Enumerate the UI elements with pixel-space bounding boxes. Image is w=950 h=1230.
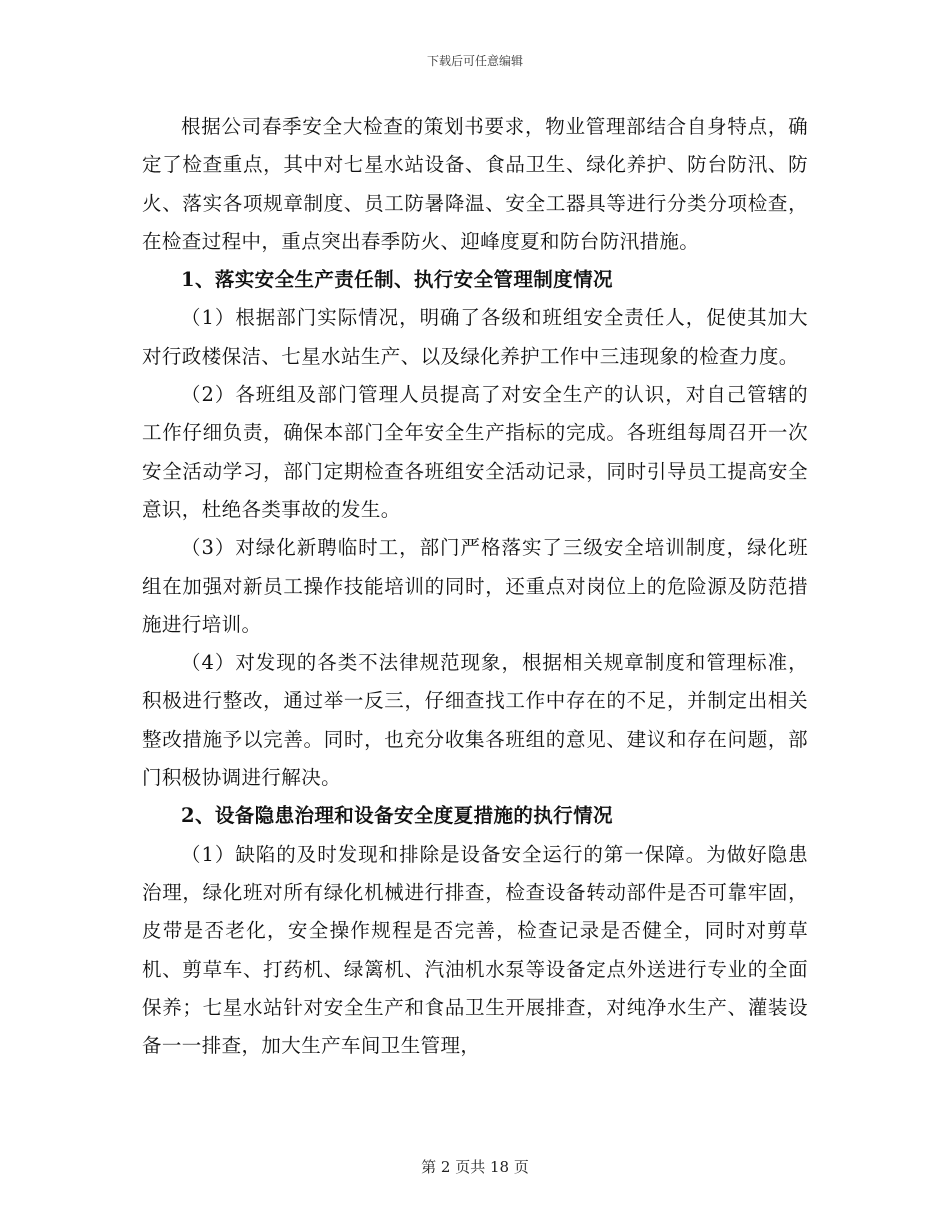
section-2-heading: 2、设备隐患治理和设备安全度夏措施的执行情况: [181, 804, 613, 828]
section-1-item-3: （3）对绿化新聘临时工，部门严格落实了三级安全培训制度，绿化班组在加强对新员工操作技能培训的同时，还重点对岗位上的危险源及防范措施进行培训。: [142, 536, 808, 636]
page-header: 下载后可任意编辑: [426, 54, 523, 68]
section-1-item-4: （4）对发现的各类不法律规范现象，根据相关规章制度和管理标准，积极进行整改，通过举一反三，仔细查找工作中存在的不足，并制定出相关整改措施予以完善。同时，也充分收集各班组的意见、建议和存在问题，部门积极协调进行解决。: [142, 651, 808, 790]
section-2-item-1: （1）缺陷的及时发现和排除是设备安全运行的第一保障。为做好隐患治理，绿化班对所有绿化机械进行排查，检查设备转动部件是否可靠牢固，皮带是否老化，安全操作规程是否完善，检查记录是否健全，同时对剪草机、剪草车、打药机、绿篱机、汽油机水泵等设备定点外送进行专业的全面保养；七星水站针对安全生产和食品卫生开展排查，对纯净水生产、灌装设备一一排查，加大生产车间卫生管理，: [142, 842, 808, 1058]
section-1-heading: 1、落实安全生产责任制、执行安全管理制度情况: [181, 268, 613, 292]
section-1-item-2: （2）各班组及部门管理人员提高了对安全生产的认识，对自己管辖的工作仔细负责，确保本部门全年安全生产指标的完成。各班组每周召开一次安全活动学习，部门定期检查各班组安全活动记录，同时引导员工提高安全意识，杜绝各类事故的发生。: [142, 383, 808, 521]
section-1-item-1: （1）根据部门实际情况，明确了各级和班组安全责任人，促使其加大对行政楼保洁、七星水站生产、以及绿化养护工作中三违现象的检查力度。: [142, 306, 808, 368]
page-footer: 第 2 页共 18 页: [421, 1158, 529, 1176]
intro-paragraph: 根据公司春季安全大检查的策划书要求，物业管理部结合自身特点，确定了检查重点，其中对七星水站设备、食品卫生、绿化养护、防台防汛、防火、落实各项规章制度、员工防暑降温、安全工器具等进行分类分项检查，在检查过程中，重点突出春季防火、迎峰度夏和防台防汛措施。: [142, 115, 808, 253]
document-body: [142, 108, 808, 1065]
